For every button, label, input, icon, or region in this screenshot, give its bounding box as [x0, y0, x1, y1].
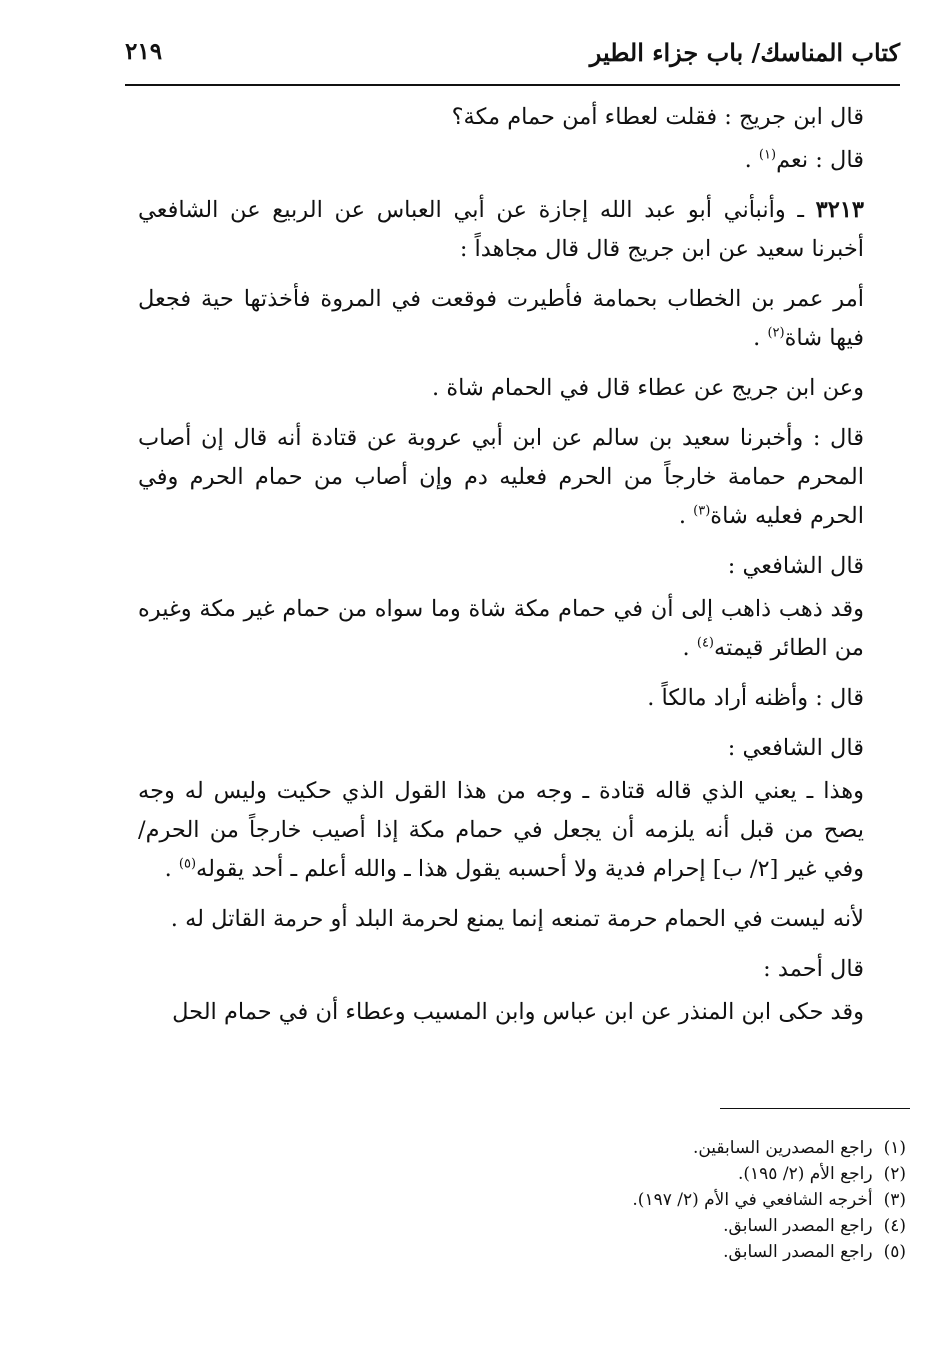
paragraph-text: ـ وأنبأني أبو عبد الله إجازة عن أبي العباس عن الربيع عن الشافعي أخبرنا سعيد عن ابن جريج قال قال مجاهداً : — [138, 197, 864, 262]
paragraph-text: . — [678, 503, 694, 529]
footnote-number: (٣) — [883, 1190, 906, 1210]
paragraph-text: . — [753, 325, 768, 351]
footnote-ref: (٢) — [767, 325, 785, 341]
paragraph-text: لأنه ليست في الحمام حرمة تمنعه إنما يمنع لحرمة البلد أو حرمة القاتل له . — [170, 906, 864, 932]
footnote — [506, 1135, 906, 1161]
footnote-text: راجع المصدر السابق. — [723, 1216, 873, 1236]
paragraph — [138, 679, 902, 718]
footnote-ref: (١) — [758, 147, 777, 163]
main-text — [138, 98, 902, 1043]
paragraph — [138, 772, 902, 889]
footnote — [506, 1213, 906, 1239]
footnote-ref: (٤) — [696, 635, 714, 651]
footnote-number: (٢) — [883, 1164, 906, 1184]
footnote-text: راجع الأم (٢/ ١٩٥). — [737, 1164, 873, 1184]
paragraph — [138, 900, 902, 939]
paragraph-text: قال : وأخبرنا سعيد بن سالم عن ابن أبي عروبة عن قتادة أنه قال إن أصاب المحرم حمامة خارجاً من الحرم فعليه دم وإن أصاب من حمام الحرم وفي الحرم فعليه شاة — [138, 425, 864, 529]
paragraph-text: وهذا ـ يعني الذي قاله قتادة ـ وجه من هذا القول الذي حكيت وليس له وجه يصح من قبل أنه يلزمه أن يجعل في حمام مكة إذا أصيب خارجاً من الحرم/ وفي غير [٢/ ب] إحرام فدية ولا أحسبه يقول هذا ـ والله أعلم ـ أحد يقوله — [138, 778, 864, 882]
paragraph-text: وعن ابن جريج عن عطاء قال في الحمام شاة . — [432, 375, 864, 401]
footnote-number: (١) — [883, 1138, 906, 1158]
paragraph-text: قال أحمد : — [763, 956, 864, 982]
paragraph-text: وقد حكى ابن المنذر عن ابن عباس وابن المسيب وعطاء أن في حمام الحل — [172, 999, 864, 1025]
footnote-text: راجع المصدر السابق. — [723, 1242, 873, 1262]
paragraph-text: . — [744, 147, 759, 173]
footnote-text: راجع المصدرين السابقين. — [692, 1138, 873, 1158]
header-rule — [125, 84, 900, 86]
footnotes — [506, 1135, 906, 1265]
paragraph — [138, 993, 902, 1032]
paragraph — [138, 590, 902, 668]
footnote-ref: (٣) — [693, 503, 711, 519]
footnote — [506, 1239, 906, 1265]
paragraph-text: قال الشافعي : — [727, 553, 864, 579]
paragraph-text: قال : نعم — [776, 147, 864, 173]
footnote-number: (٤) — [883, 1216, 906, 1236]
page-number: ٢١٩ — [125, 38, 163, 65]
footnote — [506, 1187, 906, 1213]
paragraph — [138, 280, 902, 358]
hadith-3213 — [138, 191, 902, 269]
footnote-number: (٥) — [883, 1242, 906, 1262]
paragraph — [138, 419, 902, 536]
footnote-ref: (٥) — [178, 856, 197, 872]
paragraph — [138, 547, 902, 586]
paragraph — [138, 369, 902, 408]
paragraph-text: أمر عمر بن الخطاب بحمامة فأطيرت فوقعت في المروة فأخذتها حية فجعل فيها شاة — [138, 286, 864, 351]
running-title: كتاب المناسك/ باب جزاء الطير — [589, 38, 900, 67]
paragraph — [138, 141, 902, 180]
hadith-number: ٣٢١٣ — [815, 197, 864, 223]
paragraph — [138, 98, 902, 137]
paragraph — [138, 729, 902, 768]
footnote — [506, 1161, 906, 1187]
paragraph-text: وقد ذهب ذاهب إلى أن في حمام مكة شاة وما سواه من حمام غير مكة وغيره من الطائر قيمته — [138, 596, 864, 661]
paragraph-text: قال الشافعي : — [727, 735, 864, 761]
paragraph-text: . — [682, 635, 697, 661]
paragraph-text: قال : وأظنه أراد مالكاً . — [647, 685, 864, 711]
paragraph-text: . — [164, 856, 179, 882]
paragraph — [138, 950, 902, 989]
page-header — [125, 34, 900, 86]
footnote-separator — [720, 1108, 910, 1109]
footnote-text: أخرجه الشافعي في الأم (٢/ ١٩٧). — [632, 1190, 873, 1210]
paragraph-text: قال ابن جريج : فقلت لعطاء أمن حمام مكة؟ — [451, 104, 864, 130]
